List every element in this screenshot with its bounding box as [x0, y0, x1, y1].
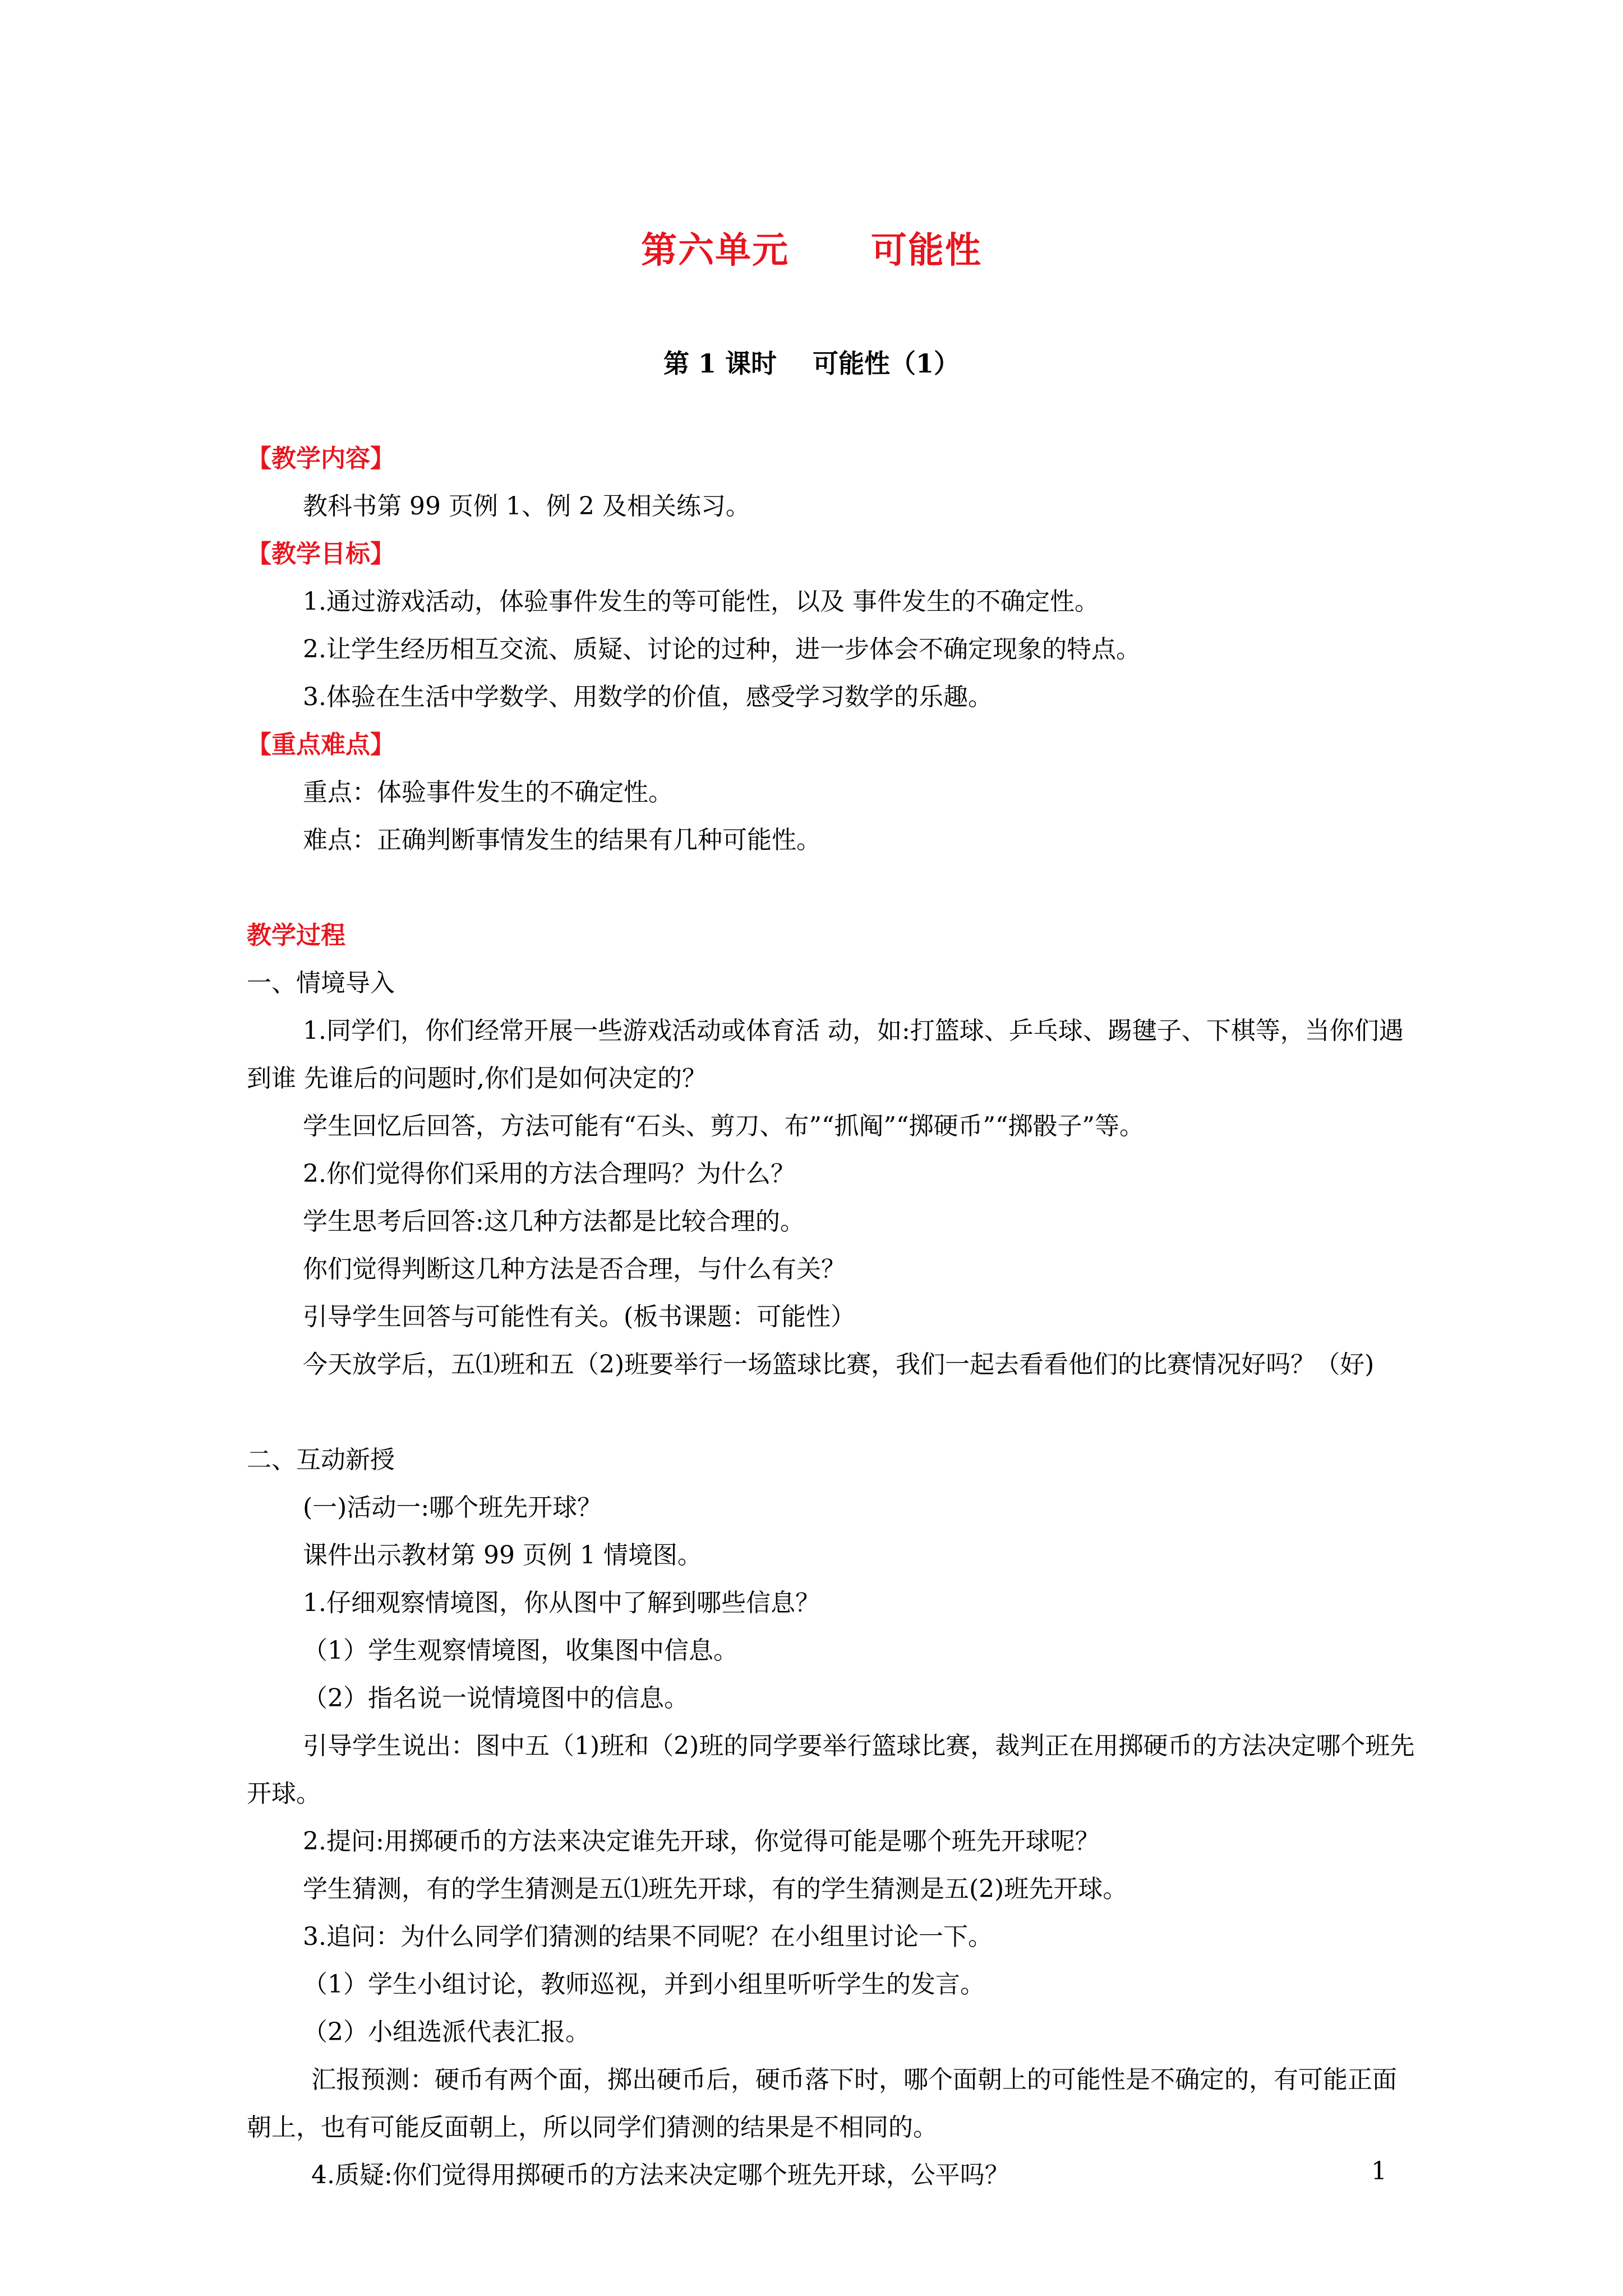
paragraph: 今天放学后，五⑴班和五（2)班要举行一场篮球比赛，我们一起去看看他们的比赛情况好吗？（好) — [303, 1350, 1375, 1379]
paragraph: 课件出示教材第 99 页例 1 情境图。 — [303, 1541, 702, 1570]
paragraph: 3.追问：为什么同学们猜测的结果不同呢？在小组里讨论一下。 — [303, 1922, 993, 1951]
paragraph: 1.同学们，你们经常开展一些游戏活动或体育活 动，如:打篮球、乒乓球、踢毽子、下棋等，当你们遇到谁 先谁后的问题时,你们是如何决定的？ — [247, 1016, 1404, 1093]
paragraph: 引导学生回答与可能性有关。(板书课题：可能性） — [303, 1303, 856, 1331]
paragraph: 汇报预测：硬币有两个面，掷出硬币后，硬币落下时，哪个面朝上的可能性是不确定的，有可能正面朝上，也有可能反面朝上，所以同学们猜测的结果是不相同的。 — [247, 2065, 1397, 2142]
section-heading-key-points: 【重点难点】 — [247, 730, 395, 759]
section-heading-content: 【教学内容】 — [247, 444, 395, 473]
paragraph: 2.你们觉得你们采用的方法合理吗？为什么？ — [303, 1159, 795, 1188]
paragraph: (一)活动一:哪个班先开球？ — [303, 1493, 602, 1522]
unit-title: 第六单元 可能性 — [641, 229, 982, 272]
paragraph: 3.体验在生活中学数学、用数学的价值，感受学习数学的乐趣。 — [303, 683, 993, 711]
part1-title: 一、情境导入 — [247, 969, 395, 997]
paragraph: 你们觉得判断这几种方法是否合理，与什么有关？ — [303, 1255, 846, 1283]
paragraph: 学生思考后回答:这几种方法都是比较合理的。 — [303, 1207, 805, 1236]
paragraph: 重点：体验事件发生的不确定性。 — [303, 778, 673, 807]
paragraph: 教科书第 99 页例 1、例 2 及相关练习。 — [303, 492, 750, 521]
process-heading: 教学过程 — [247, 921, 345, 950]
part2-title: 二、互动新授 — [247, 1446, 395, 1474]
paragraph: 1.仔细观察情境图，你从图中了解到哪些信息？ — [303, 1589, 820, 1617]
lesson-title: 第 1 课时 可能性（1） — [663, 348, 960, 379]
paragraph: 学生猜测，有的学生猜测是五⑴班先开球，有的学生猜测是五(2)班先开球。 — [303, 1875, 1128, 1903]
paragraph: （2）指名说一说情境图中的信息。 — [303, 1684, 689, 1713]
page-number: 1 — [1371, 2157, 1387, 2185]
paragraph: 4.质疑:你们觉得用掷硬币的方法来决定哪个班先开球，公平吗？ — [311, 2161, 1009, 2189]
paragraph: 引导学生说出：图中五（1)班和（2)班的同学要举行篮球比赛，裁判正在用掷硬币的方法决定哪个班先开球。 — [247, 1732, 1415, 1808]
paragraph: 学生回忆后回答，方法可能有“石头、剪刀、布”“抓阄”“掷硬币”“掷骰子”等。 — [303, 1112, 1144, 1140]
document-body — [247, 435, 1419, 2199]
paragraph: 2.提问:用掷硬币的方法来决定谁先开球，你觉得可能是哪个班先开球呢？ — [303, 1827, 1100, 1856]
paragraph: （2）小组选派代表汇报。 — [303, 2018, 590, 2046]
paragraph: （1）学生观察情境图，收集图中信息。 — [303, 1636, 738, 1665]
paragraph: （1）学生小组讨论，教师巡视，并到小组里听听学生的发言。 — [303, 1970, 985, 1999]
paragraph: 2.让学生经历相互交流、质疑、讨论的过种，进一步体会不确定现象的特点。 — [303, 635, 1141, 664]
paragraph: 1.通过游戏活动，体验事件发生的等可能性，以及 事件发生的不确定性。 — [303, 587, 1099, 616]
paragraph: 难点：正确判断事情发生的结果有几种可能性。 — [303, 826, 821, 854]
section-heading-objectives: 【教学目标】 — [247, 540, 395, 568]
